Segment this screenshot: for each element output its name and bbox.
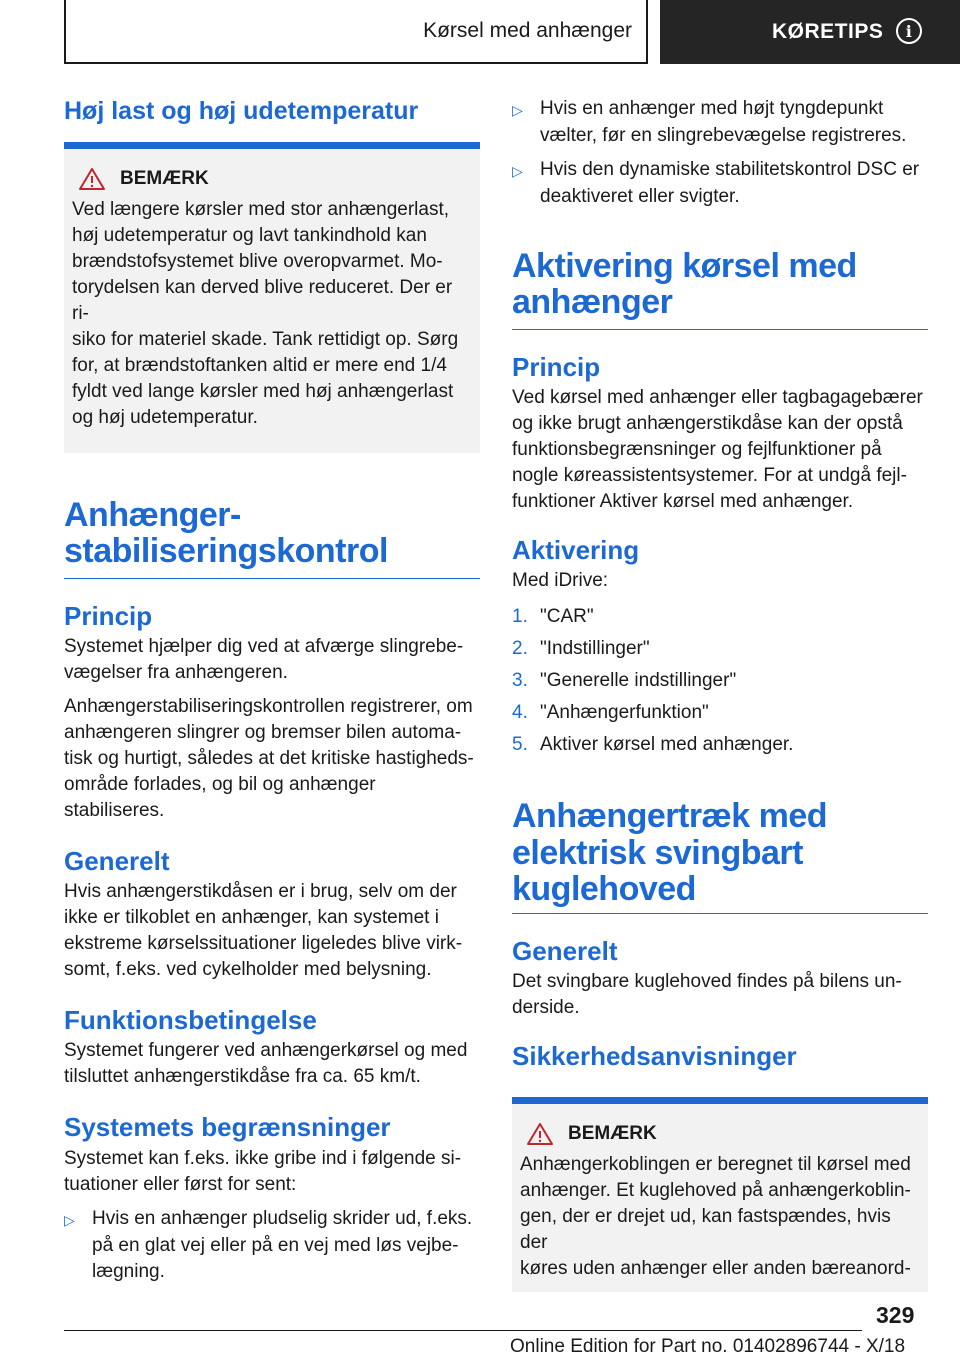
text-line: funktionsbegrænsninger og fejlfunktioner på — [512, 438, 882, 460]
text-line: Systemet hjælper dig ved at afværge slingrebe- — [64, 635, 464, 657]
text-line: tilsluttet anhængerstikdåse fra ca. 65 km/t. — [64, 1066, 421, 1088]
step-text: "Anhængerfunktion" — [540, 702, 709, 724]
text-line: Med iDrive: — [512, 570, 609, 592]
heading-aktivering-korsel — [512, 248, 928, 330]
heading-line: elektrisk svingbart — [512, 833, 803, 872]
note-box-coupling — [512, 1097, 928, 1292]
bullet-text: på en glat vej eller på en vej med løs vejbe- — [92, 1234, 459, 1256]
footer-edition: Online Edition for Part no. 01402896744 - X/18 — [510, 1336, 906, 1357]
heading-generelt: Generelt — [64, 845, 170, 876]
left-column — [64, 96, 480, 1285]
bullet-text: Hvis den dynamiske stabilitetskontrol DSC er — [540, 159, 920, 180]
note-text-line: for, at brændstoftanken altid er mere end 1/4 — [72, 355, 447, 376]
heading-high-load: Høj last og høj udetemperatur — [64, 97, 419, 125]
bullet-triangle-icon: ▷ — [64, 1211, 75, 1228]
note-text-line: høj udetemperatur og lavt tankindhold kan — [72, 225, 427, 246]
bullet-triangle-icon: ▷ — [512, 163, 523, 179]
info-icon: i — [896, 18, 922, 44]
heading-line: kuglehoved — [512, 869, 696, 908]
right-column — [512, 96, 928, 1292]
page-number: 329 — [876, 1302, 915, 1328]
text-line: ekstreme kørselssituationer ligeledes blive virk- — [64, 933, 463, 955]
heading-anhaengertraek — [512, 798, 928, 914]
text-line: anhængeren slingrer og bremser bilen automa- — [64, 721, 462, 743]
header-section-title: Kørsel med anhænger — [423, 19, 632, 42]
bullet-text: deaktiveret eller svigter. — [540, 186, 740, 207]
text-line: vægelser fra anhængeren. — [64, 661, 288, 683]
bullet-item — [512, 157, 928, 210]
note-text-line: køres uden anhænger eller anden bæreanord- — [520, 1257, 911, 1279]
text-line: tisk og hurtigt, således at det kritiske hastigheds- — [64, 747, 474, 769]
heading-princip: Princip — [64, 600, 153, 631]
bullet-text: Hvis en anhænger med højt tyngdepunkt — [540, 98, 884, 119]
heading-line: anhænger — [512, 283, 673, 322]
bullet-text: lægning. — [92, 1260, 165, 1282]
heading-line: stabiliseringskontrol — [64, 532, 388, 571]
step-number: 1. — [512, 606, 528, 628]
note-text-line: og høj udetemperatur. — [72, 407, 258, 428]
bullet-item — [512, 96, 928, 149]
step-number: 5. — [512, 734, 528, 756]
step-text: Aktiver kørsel med anhænger. — [540, 734, 794, 756]
heading-trailer-stability — [64, 497, 480, 579]
text-line: tuationer eller først for sent: — [64, 1173, 297, 1195]
text-line: og ikke brugt anhængerstikdåse kan der opstå — [512, 412, 903, 434]
warning-triangle-icon — [78, 167, 106, 191]
note-title-text: BEMÆRK — [120, 168, 209, 189]
heading-generelt: Generelt — [512, 936, 618, 967]
list-item — [512, 732, 928, 758]
bullet-text: vælter, før en slingrebevægelse registreres. — [540, 125, 907, 146]
note-text-line: torydelsen kan derved blive reduceret. Der er ri- — [72, 277, 453, 324]
heading-line: Aktivering kørsel med — [512, 247, 857, 285]
text-line: Hvis anhængerstikdåsen er i brug, selv om der — [64, 881, 457, 903]
heading-princip: Princip — [512, 351, 601, 382]
step-number: 2. — [512, 638, 528, 660]
note-title — [520, 1122, 920, 1146]
note-text-line: anhænger. Et kuglehoved på anhængerkoblin- — [520, 1179, 911, 1201]
bullet-item — [64, 1206, 480, 1285]
text-line: somt, f.eks. ved cykelholder med belysning. — [64, 959, 432, 981]
heading-aktivering: Aktivering — [512, 534, 640, 565]
note-text-line: brændstofsystemet blive overopvarmet. Mo- — [72, 251, 443, 272]
heading-begraensninger: Systemets begrænsninger — [64, 1112, 391, 1143]
note-text-line: siko for materiel skade. Tank rettidigt op. Sørg — [72, 329, 459, 350]
list-item — [512, 604, 928, 630]
note-title — [72, 167, 472, 191]
note-text-line: gen, der er drejet ud, kan fastspændes, hvis der — [520, 1205, 891, 1253]
text-line: nogle køreassistentsystemer. For at undgå fejl- — [512, 464, 907, 486]
steps-list — [512, 604, 928, 758]
note-text-line: Anhængerkoblingen er beregnet til kørsel med — [520, 1153, 911, 1175]
text-line: Anhængerstabiliseringskontrollen registrerer, om — [64, 695, 473, 717]
text-line: Systemet fungerer ved anhængerkørsel og med — [64, 1040, 468, 1062]
text-line: ikke er tilkoblet en anhænger, kan systemet i — [64, 907, 439, 929]
list-item — [512, 636, 928, 662]
note-box-fuel — [64, 142, 480, 453]
header-chapter-title: KØRETIPS — [772, 20, 884, 43]
text-line: Systemet kan f.eks. ikke gribe ind i følgende si- — [64, 1147, 462, 1169]
text-line: derside. — [512, 997, 580, 1019]
text-line: Det svingbare kuglehoved findes på bilens un- — [512, 971, 902, 993]
list-item — [512, 700, 928, 726]
list-item — [512, 668, 928, 694]
heading-line: Anhængertræk med — [512, 797, 828, 836]
header-chapter-box — [660, 0, 960, 64]
text-line: område forlades, og bil og anhænger stabiliseres. — [64, 773, 376, 821]
heading-line: Anhænger- — [64, 496, 241, 534]
footer-rule — [64, 1330, 862, 1331]
step-number: 4. — [512, 702, 528, 724]
step-text: "CAR" — [540, 606, 594, 628]
warning-triangle-icon — [526, 1122, 554, 1146]
heading-sikkerhed: Sikkerhedsanvisninger — [512, 1041, 797, 1072]
text-line: funktioner Aktiver kørsel med anhænger. — [512, 490, 854, 512]
bullet-text: Hvis en anhænger pludselig skrider ud, f.eks. — [92, 1207, 473, 1229]
step-text: "Generelle indstillinger" — [540, 670, 737, 692]
step-text: "Indstillinger" — [540, 638, 650, 660]
heading-funktion: Funktionsbetingelse — [64, 1005, 317, 1036]
note-text-line: fyldt ved lange kørsler med høj anhængerlast — [72, 381, 454, 402]
text-line: Ved kørsel med anhænger eller tagbagagebærer — [512, 386, 923, 408]
note-title-text: BEMÆRK — [568, 1122, 657, 1144]
note-text-line: Ved længere kørsler med stor anhængerlast, — [72, 199, 450, 220]
step-number: 3. — [512, 670, 528, 692]
header-section-box — [64, 0, 648, 64]
bullet-triangle-icon: ▷ — [512, 102, 523, 118]
